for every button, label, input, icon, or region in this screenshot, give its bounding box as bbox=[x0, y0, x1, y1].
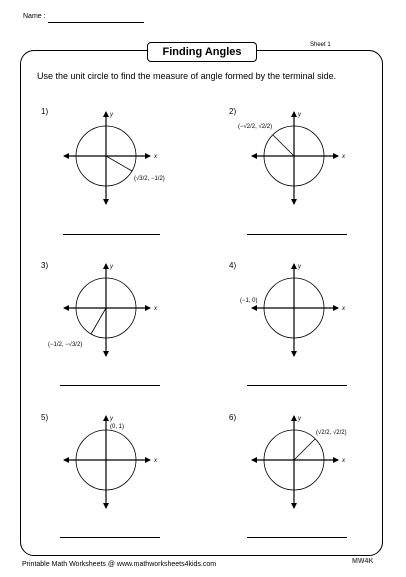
problem-1-number: 1) bbox=[41, 107, 49, 116]
answer-line-2 bbox=[247, 234, 347, 235]
instructions: Use the unit circle to find the measure of angle formed by the terminal side. bbox=[37, 71, 337, 81]
y-axis-label: y bbox=[110, 416, 113, 422]
problem-6-plot bbox=[246, 412, 356, 512]
problem-4-plot bbox=[240, 260, 356, 360]
point-label: (0, 1) bbox=[110, 424, 125, 430]
answer-line-4 bbox=[247, 385, 347, 386]
y-axis-label: y bbox=[298, 416, 301, 422]
footer-text: Printable Math Worksheets @ www.mathworksheets4kids.com bbox=[22, 561, 217, 568]
terminal-side bbox=[294, 439, 315, 460]
problem-3-plot bbox=[48, 260, 168, 360]
x-axis-label: x bbox=[342, 154, 345, 160]
problem-5-plot bbox=[58, 412, 168, 512]
x-axis-label: x bbox=[154, 154, 157, 160]
x-axis-label: x bbox=[342, 458, 345, 464]
y-axis-label: y bbox=[298, 112, 301, 118]
point-label: (√2/2, √2/2) bbox=[316, 430, 347, 436]
answer-line-3 bbox=[60, 385, 160, 386]
name-label: Name : bbox=[23, 13, 46, 20]
y-axis-label: y bbox=[110, 264, 113, 270]
problem-2-number: 2) bbox=[229, 107, 237, 116]
problem-5-number: 5) bbox=[41, 413, 49, 422]
x-axis-label: x bbox=[154, 306, 157, 312]
sheet-label: Sheet 1 bbox=[310, 42, 331, 48]
answer-line-6 bbox=[247, 537, 347, 538]
footer-logo: MW4K bbox=[352, 558, 374, 565]
point-label: (−1/2, −√3/2) bbox=[48, 342, 83, 348]
problem-6-number: 6) bbox=[229, 413, 237, 422]
answer-line-5 bbox=[60, 537, 160, 538]
problem-1-plot bbox=[58, 108, 168, 208]
terminal-side bbox=[91, 308, 106, 334]
name-line bbox=[48, 22, 144, 23]
point-label: (−√2/2, √2/2) bbox=[238, 124, 273, 130]
problem-3-number: 3) bbox=[41, 261, 49, 270]
page-title: Finding Angles bbox=[147, 42, 257, 62]
terminal-side bbox=[273, 135, 294, 156]
problem-4-number: 4) bbox=[229, 261, 237, 270]
x-axis-label: x bbox=[342, 306, 345, 312]
problem-2-plot bbox=[238, 108, 356, 208]
x-axis-label: x bbox=[154, 458, 157, 464]
y-axis-label: y bbox=[110, 112, 113, 118]
point-label: (√3/2, −1/2) bbox=[134, 176, 165, 182]
answer-line-1 bbox=[63, 234, 160, 235]
point-label: (−1, 0) bbox=[240, 298, 258, 304]
terminal-side bbox=[106, 156, 132, 171]
y-axis-label: y bbox=[298, 264, 301, 270]
